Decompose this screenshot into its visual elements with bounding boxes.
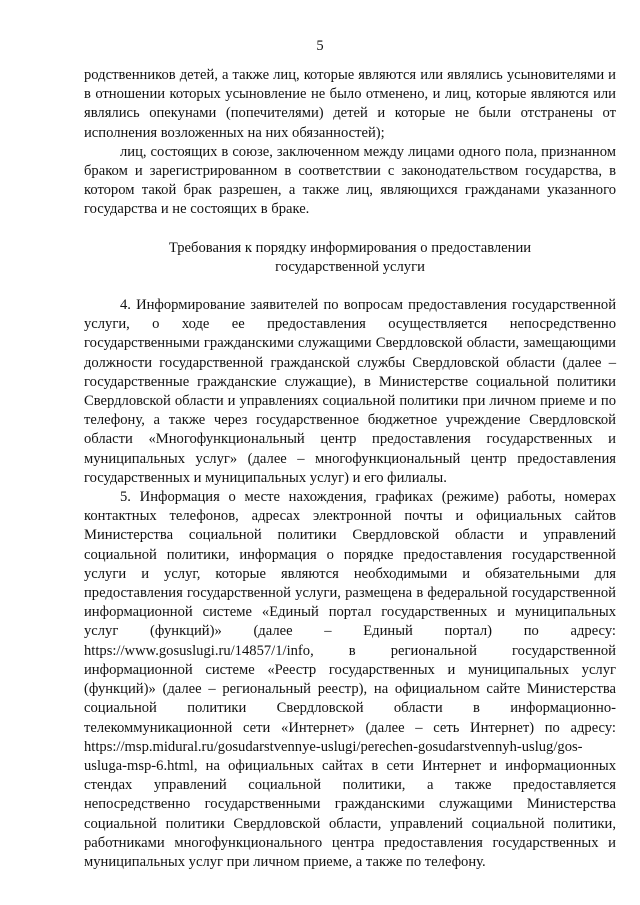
paragraph-item-5: 5. Информация о месте нахождения, графиках (режиме) работы, номерах контактных телефонов, адресах электронной почты и официальных сайтов Министерства социальной политики Свердловской области и управлений социальной политики, информация о порядке предоставления государственной услуги и услуг, которые являются необходимыми и обязательными для предоставления государственной услуги, размещена в федеральной государственной информационной системе «Единый портал государственных и муниципальных услуг (функций)» (далее – Единый портал) по адресу: https://www.gosuslugi.ru/14857/1/info, в региональной государственной информационной системе «Реестр государственных и муниципальных услуг (функций)» (далее – региональный реестр), на официальном сайте Министерства социальной политики Свердловской области в информационно-телекоммуникационной сети «Интернет» (далее – сеть Интернет) по адресу: https://msp.midural.ru/gosudarstvennye-uslugi/perechen-gosudarstvennyh-uslug/gos-usluga-msp-6.html, на официальных сайтах в сети Интернет и информационных стендах управлений социальной политики, а также предоставляется непосредственно государственными гражданскими служащими Министерства социальной политики Свердловской области, управлений социальной политики, работниками многофункционального центра предоставления государственных и муниципальных услуг при личном приеме, а также по телефону. <box>84 489 616 870</box>
paragraph-same-sex-union: лиц, состоящих в союзе, заключенном между лицами одного пола, признанном браком и зарегистрированном в соответствии с законодательством государства, в котором такой брак разрешен, а также лиц, являющихся гражданами указанного государства и не состоящих в браке. <box>84 143 616 218</box>
paragraph-relatives-continued: родственников детей, а также лиц, которые являются или являлись усыновителями и в отношении которых усыновление не было отменено, и лиц, которые являются или являлись опекунами (попечителями) детей и которые не были отстранены от исполнения возложенных на них обязанностей); <box>84 67 616 141</box>
section-heading-line-1: Требования к порядку информирования о предоставлении <box>168 239 532 256</box>
section-heading <box>84 239 616 277</box>
paragraph-item-4: 4. Информирование заявителей по вопросам предоставления государственной услуги, о ходе ее предоставления осуществляется непосредственно государственными гражданскими служащими Свердловской области, замещающими должности государственной гражданской службы Свердловской области (далее – государственные гражданские служащие), в Министерстве социальной политики Свердловской области и управлениях социальной политики при личном приеме и по телефону, а также через государственное бюджетное учреждение Свердловской области «Многофункциональный центр предоставления государственных и муниципальных услуг» (далее – многофункциональный центр предоставления государственных и муниципальных услуг) и его филиалы. <box>84 297 616 486</box>
page-number: 5 <box>316 38 324 54</box>
document-body <box>84 66 616 872</box>
section-heading-line-2: государственной услуги <box>275 258 425 275</box>
